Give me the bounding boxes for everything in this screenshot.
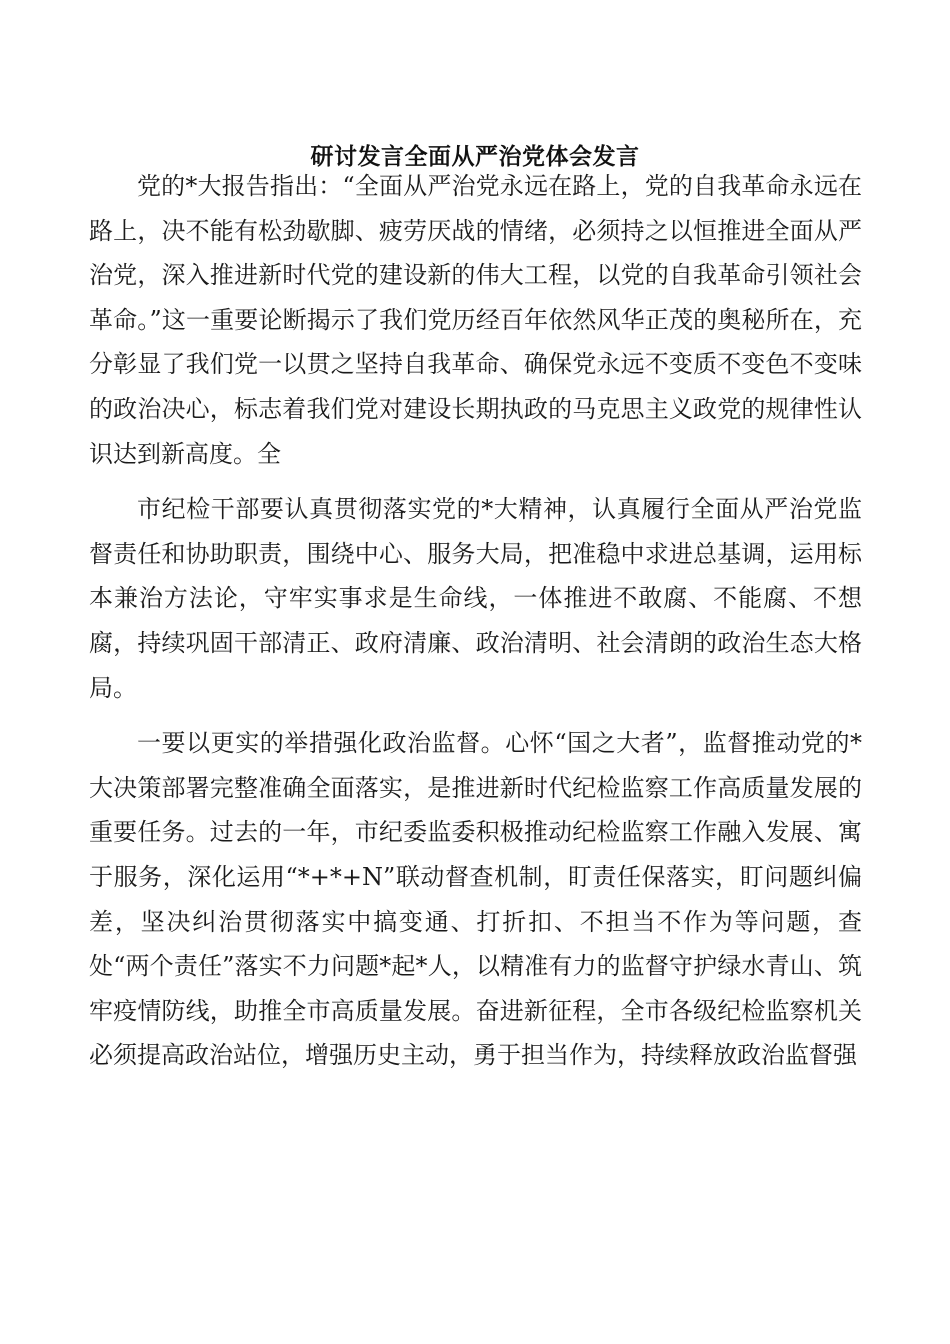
- paragraph-1: 党的*大报告指出：“全面从严治党永远在路上，党的自我革命永远在路上，决不能有松劲歇脚、疲劳厌战的情绪，必须持之以恒推进全面从严治党，深入推进新时代党的建设新的伟大工程，以党的自我革命引领社会革命。”这一重要论断揭示了我们党历经百年依然风华正茂的奥秘所在，充分彰显了我们党一以贯之坚持自我革命、确保党永远不变质不变色不变味的政治决心，标志着我们党对建设长期执政的马克思主义政党的规律性认识达到新高度。全: [89, 172, 862, 468]
- paragraph-3: 一要以更实的举措强化政治监督。心怀“国之大者”，监督推动党的*大决策部署完整准确全面落实，是推进新时代纪检监察工作高质量发展的重要任务。过去的一年，市纪委监委积极推动纪检监察工作融入发展、寓于服务，深化运用“*+*+N”联动督查机制，盯责任保落实，盯问题纠偏差，坚决纠治贯彻落实中搞变通、打折扣、不担当不作为等问题，查处“两个责任”落实不力问题*起*人，以精准有力的监督守护绿水青山、筑牢疫情防线，助推全市高质量发展。奋进新征程，全市各级纪检监察机关必须提高政治站位，增强历史主动，勇于担当作为，持续释放政治监督强: [89, 729, 862, 1070]
- paragraph-2: 市纪检干部要认真贯彻落实党的*大精神，认真履行全面从严治党监督责任和协助职责，围绕中心、服务大局，把准稳中求进总基调，运用标本兼治方法论，守牢实事求是生命线，一体推进不敢腐、不能腐、不想腐，持续巩固干部清正、政府清廉、政治清明、社会清朗的政治生态大格局。: [89, 495, 862, 702]
- document-body: [89, 164, 862, 1078]
- document-title: 研讨发言全面从严治党体会发言: [310, 143, 640, 170]
